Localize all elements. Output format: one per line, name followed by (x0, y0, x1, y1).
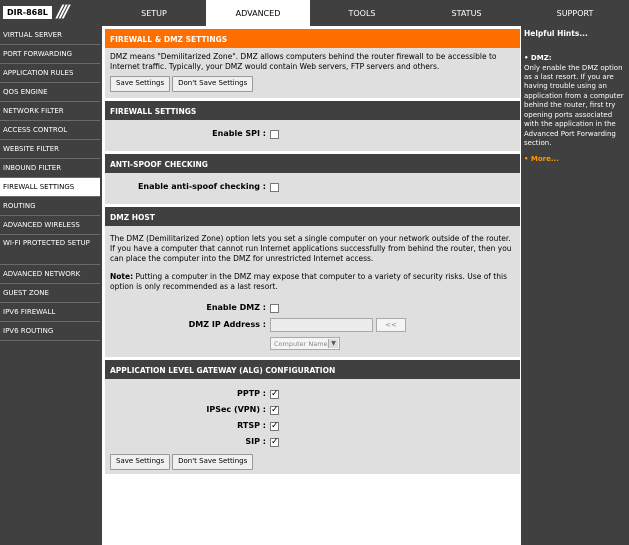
firewall-dmz-title: FIREWALL & DMZ SETTINGS (105, 29, 520, 48)
pptp-label: PPTP : (236, 388, 266, 398)
sidebar-item-port-forwarding[interactable]: PORT FORWARDING (0, 45, 100, 64)
sidebar-item-ipv6-routing[interactable]: IPV6 ROUTING (0, 322, 100, 341)
copy-computer-ip-button[interactable]: << (376, 318, 406, 332)
sidebar-item-advanced-wireless[interactable]: ADVANCED WIRELESS (0, 216, 100, 235)
anti-spoof-title: ANTI-SPOOF CHECKING (105, 154, 520, 173)
firewall-settings-section (105, 101, 520, 151)
ipsec-checkbox[interactable] (270, 406, 279, 415)
sidebar-item-qos-engine[interactable]: QOS ENGINE (0, 83, 100, 102)
sidebar-item-inbound-filter[interactable]: INBOUND FILTER (0, 159, 100, 178)
dmz-note-label: Note: (110, 272, 134, 282)
dmz-host-title: DMZ HOST (105, 207, 520, 226)
alg-title: APPLICATION LEVEL GATEWAY (ALG) CONFIGURATION (105, 360, 520, 379)
helpful-hints-panel (521, 26, 629, 545)
firewall-settings-title: FIREWALL SETTINGS (105, 101, 520, 120)
sidebar-item-network-filter[interactable]: NETWORK FILTER (0, 102, 100, 121)
firewall-dmz-description: DMZ means "Demilitarized Zone". DMZ allows computers behind the router firewall to be accessible to Internet traffic. Typically, your DMZ would contain Web servers, FTP servers and others. (110, 52, 497, 72)
dmz-host-section (105, 207, 520, 358)
model-name: DIR-868L (3, 6, 52, 19)
sidebar-item-virtual-server[interactable]: VIRTUAL SERVER (0, 26, 100, 45)
ipsec-label: IPSec (VPN) : (206, 404, 266, 414)
sidebar-item-advanced-network[interactable]: ADVANCED NETWORK (0, 265, 100, 284)
anti-spoof-section (105, 154, 520, 204)
dmz-ip-input[interactable] (270, 318, 373, 332)
enable-dmz-checkbox[interactable] (270, 304, 279, 313)
dmz-ip-label: DMZ IP Address : (188, 319, 266, 329)
sip-checkbox[interactable] (270, 438, 279, 447)
tab-tools[interactable]: TOOLS (348, 8, 376, 18)
sidebar-item-wifi-protected-setup[interactable]: WI-FI PROTECTED SETUP (0, 235, 100, 265)
bottom-save-settings-button[interactable]: Save Settings (110, 454, 170, 469)
anti-spoof-checkbox[interactable] (270, 183, 279, 192)
bottom-dont-save-settings-button[interactable]: Don't Save Settings (172, 454, 253, 469)
main-panel (100, 26, 521, 545)
more-hints-link[interactable]: • More... (524, 154, 559, 163)
anti-spoof-label: Enable anti-spoof checking : (137, 182, 266, 192)
hints-title: Helpful Hints... (524, 29, 588, 38)
sidebar-item-guest-zone[interactable]: GUEST ZONE (0, 284, 100, 303)
tab-status[interactable]: STATUS (451, 8, 482, 18)
rtsp-checkbox[interactable] (270, 422, 279, 431)
dmz-note (110, 272, 515, 292)
alg-section (105, 360, 520, 473)
save-settings-button[interactable]: Save Settings (110, 76, 170, 91)
pptp-checkbox[interactable] (270, 390, 279, 399)
hints-term: • DMZ: (524, 54, 552, 63)
enable-spi-label: Enable SPI : (212, 129, 266, 139)
dmz-note-text: Putting a computer in the DMZ may expose that computer to a variety of security risks. Use of this option is only recommended as a last resort. (110, 272, 507, 292)
sidebar-item-website-filter[interactable]: WEBSITE FILTER (0, 140, 100, 159)
brand-slashes-icon: /// (57, 2, 67, 22)
tab-support[interactable]: SUPPORT (556, 8, 594, 18)
tab-setup[interactable]: SETUP (141, 8, 167, 18)
sidebar-item-firewall-settings[interactable]: FIREWALL SETTINGS (0, 178, 100, 197)
model-logo (0, 0, 100, 26)
top-navigation (0, 0, 629, 26)
enable-dmz-label: Enable DMZ : (206, 302, 266, 312)
rtsp-label: RTSP : (237, 420, 266, 430)
computer-name-select[interactable] (270, 337, 340, 350)
hints-text: Only enable the DMZ option as a last resort. If you are having trouble using an application from a computer behind the router, first try opening ports associated with the application in the Advanced Port Forwarding section. (524, 63, 624, 148)
dont-save-settings-button[interactable]: Don't Save Settings (172, 76, 253, 91)
chevron-down-icon: ▼ (328, 339, 338, 348)
firewall-dmz-section (105, 29, 520, 98)
dmz-host-description: The DMZ (Demilitarized Zone) option lets you set a single computer on your network outside of the router. If you have a computer that cannot run Internet applications successfully from behind the router, then you can place the computer into the DMZ for unrestricted Internet access. (110, 233, 512, 263)
sip-label: SIP : (245, 436, 266, 446)
sidebar-item-routing[interactable]: ROUTING (0, 197, 100, 216)
computer-name-value: Computer Name (274, 339, 328, 348)
sidebar-item-application-rules[interactable]: APPLICATION RULES (0, 64, 100, 83)
sidebar-item-access-control[interactable]: ACCESS CONTROL (0, 121, 100, 140)
tab-advanced[interactable]: ADVANCED (206, 0, 310, 26)
enable-spi-checkbox[interactable] (270, 130, 279, 139)
sidebar (0, 26, 100, 545)
sidebar-item-ipv6-firewall[interactable]: IPV6 FIREWALL (0, 303, 100, 322)
